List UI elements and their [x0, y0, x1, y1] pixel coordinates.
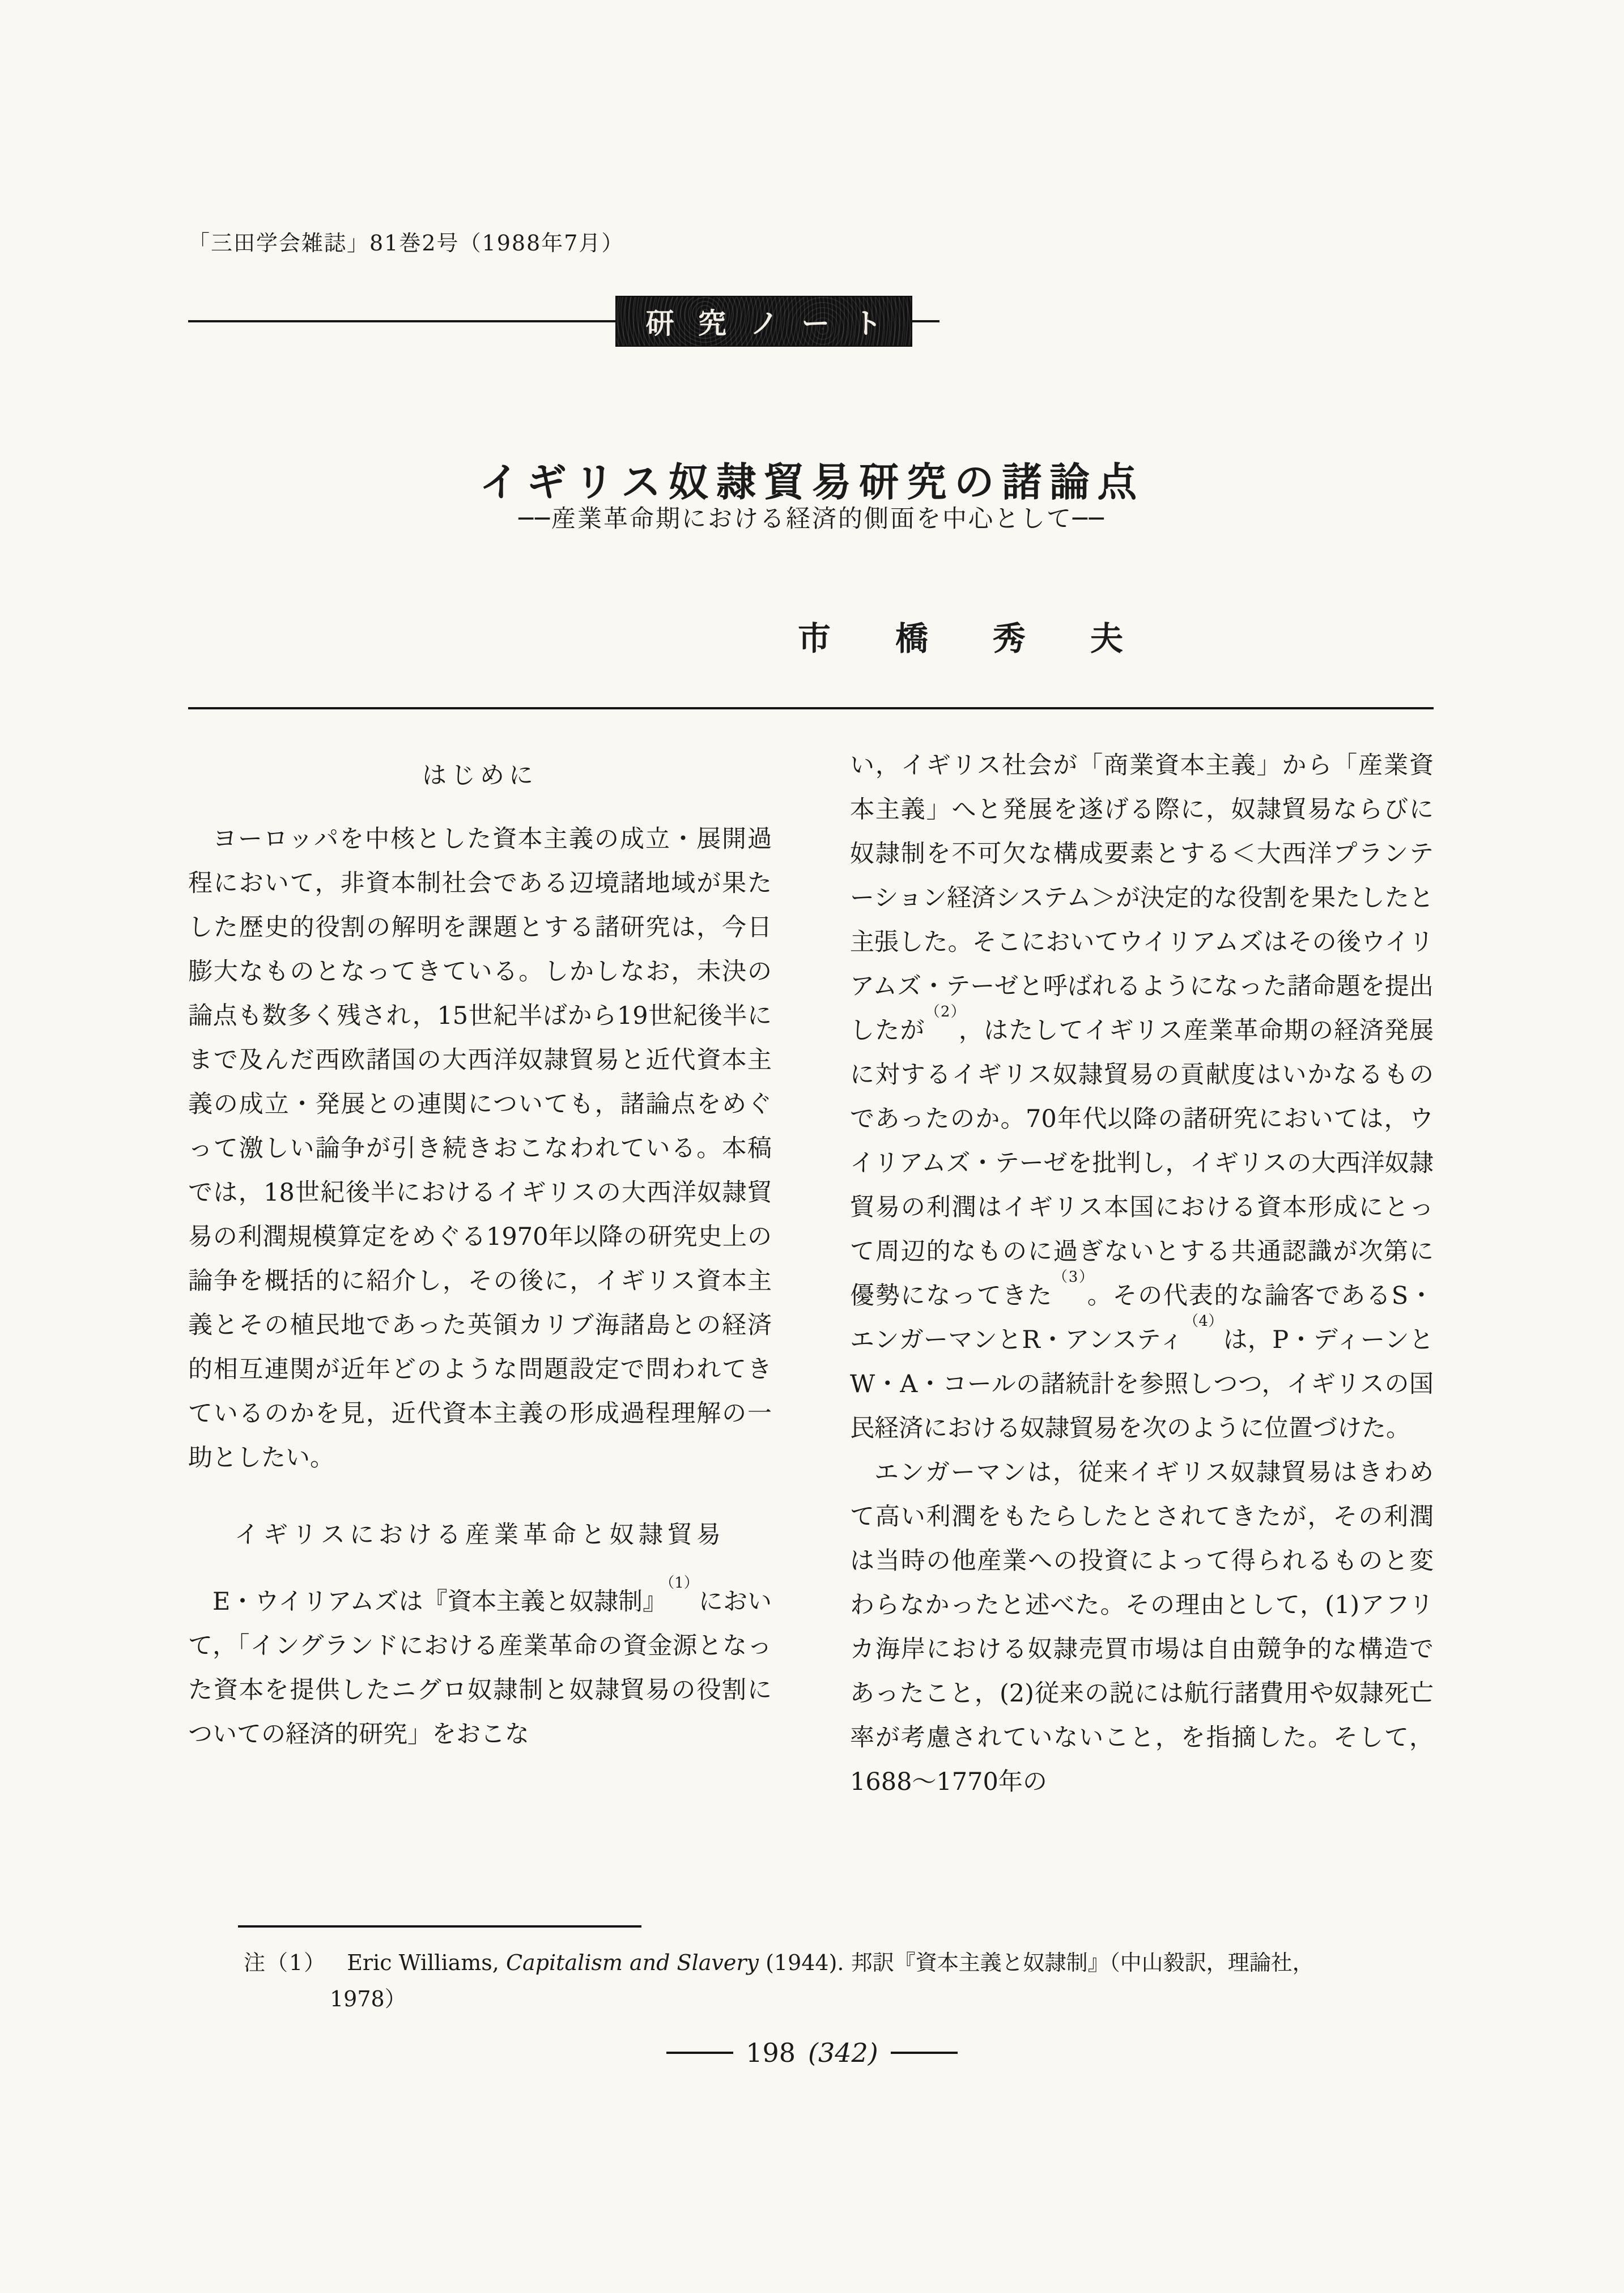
article-title: イギリス奴隷貿易研究の諸論点: [479, 458, 1145, 505]
footnote-ref-2: （2）: [925, 1003, 959, 1020]
footnote-1: [244, 1945, 1439, 2017]
paragraph-engerman: [850, 1450, 1434, 1804]
section-heading-chapter1: イギリスにおける産業革命と奴隷貿易: [234, 1521, 726, 1549]
paragraph-williams-text-2: において，「イングランドにおける産業革命の資金源となった資本を提供したニグロ奴隷制と奴隷貿易の役割についての経済的研究」をおこな: [188, 1588, 772, 1749]
footnote-ref-4: （4）: [1183, 1312, 1223, 1330]
research-note-stamp: 研究ノート: [617, 297, 911, 346]
column-left: [188, 743, 772, 1804]
footnote-ref-3: （3）: [1053, 1268, 1087, 1286]
header-rule: [188, 707, 1434, 709]
section-heading-introduction: はじめに: [422, 762, 538, 790]
page-footer: [0, 2037, 1624, 2068]
footnote-1-label: 注（1）: [244, 1950, 327, 1975]
footnote-rule: [238, 1925, 641, 1928]
article-subtitle: ──産業革命期における経済的側面を中心として──: [518, 505, 1106, 533]
paragraph-williams: [188, 1574, 772, 1756]
paragraph-intro: [188, 817, 772, 1480]
column-right: [850, 743, 1434, 1804]
footnote-1-line-1: [244, 1945, 1439, 1981]
page-number-dash-right: [891, 2052, 958, 2054]
paragraph-williams-continued-text-1: い，イギリス社会が「商業資本主義」から「産業資本主義」へと発展を遂げる際に，奴隷貿易ならびに奴隷制を不可欠な構成要素とする＜大西洋プランテーション経済システム＞が決定的な役割を果たしたと主張した。そこにおいてウイリアムズはその後ウイリアムズ・テーゼと呼ばれるようになった諸命題を提出したが: [850, 751, 1434, 1045]
footnote-1-line-2: 1978）: [330, 1986, 406, 2011]
paragraph-williams-continued-text-4: は，P・ディーンとW・A・コールの諸統計を参照しつつ，イギリスの国民経済における奴隷貿易を次のように位置づけた。: [850, 1326, 1434, 1443]
footnote-1-text-2: (1944). 邦訳『資本主義と奴隷制』（中山毅訳，理論社，: [759, 1950, 1314, 1975]
paragraph-intro-text: ヨーロッパを中核とした資本主義の成立・展開過程において，非資本制社会である辺境諸地域が果たした歴史的役割の解明を課題とする諸研究は，今日膨大なものとなってきている。しかしなお，未決の論点も数多く残され，15世紀半ばから19世紀後半にまで及んだ西欧諸国の大西洋奴隷貿易と近代資本主義の成立・発展との連関についても，諸論点をめぐって激しい論争が引き続きおこなわれている。本稿では，18世紀後半におけるイギリスの大西洋奴隷貿易の利潤規模算定をめぐる1970年以降の研究史上の論争を概括的に紹介し，その後に，イギリス資本主義とその植民地であった英領カリブ海諸島との経済的相互連関が近年どのような問題設定で問われてきているのかを見，近代資本主義の形成過程理解の一助としたい。: [188, 825, 772, 1472]
footnote-ref-1: （1）: [667, 1574, 699, 1592]
paragraph-williams-continued-text-2: ，はたしてイギリス産業革命期の経済発展に対するイギリス奴隷貿易の貢献度はいかなるものであったのか。70年代以降の諸研究においては，ウイリアムズ・テーゼを批判し，イギリスの大西洋奴隷貿易の利潤はイギリス本国における資本形成にとって周辺的なものに過ぎないとする共通認識が次第に優勢になってきた: [850, 1016, 1434, 1310]
research-note-stamp-row: [188, 297, 939, 346]
page-number: 198: [746, 2037, 796, 2068]
paragraph-williams-text-1: E・ウイリアムズは『資本主義と奴隷制』: [212, 1588, 668, 1616]
paragraph-williams-continued-text-3: 。その代表的な論客であるS・エンガーマンとR・アンスティ: [850, 1282, 1434, 1354]
author-name: 市 橋 秀 夫: [797, 619, 1139, 658]
stamp-rule-left: [188, 320, 617, 322]
footnote-1-book-title: Capitalism and Slavery: [505, 1950, 759, 1975]
journal-header: 「三田学会雑誌」81巻2号（1988年7月）: [188, 231, 624, 256]
stamp-rule-right: [911, 320, 939, 322]
paragraph-engerman-text: エンガーマンは，従来イギリス奴隷貿易はきわめて高い利潤をもたらしたとされてきたが，その利潤は当時の他産業への投資によって得られるものと変わらなかったと述べた。その理由として，(1)アフリカ海岸における奴隷売買市場は自由競争的な構造であったこと，(2)従来の説には航行諸費用や奴隷死亡率が考慮されていないこと，を指摘した。そして，1688〜1770年の: [850, 1458, 1434, 1796]
paragraph-williams-continued: [850, 743, 1434, 1450]
body-columns: [188, 743, 1434, 1804]
footnote-1-text-1: Eric Williams,: [347, 1950, 506, 1975]
page-number-dash-left: [666, 2052, 733, 2054]
page-number-volume: (342): [808, 2037, 878, 2068]
